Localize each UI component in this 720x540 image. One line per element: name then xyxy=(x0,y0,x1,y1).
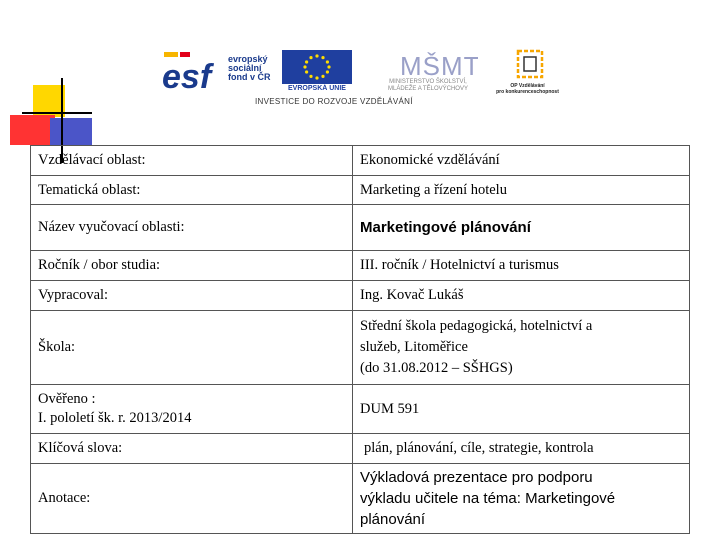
table-row xyxy=(31,281,690,311)
msmt-brand-text: MŠMT xyxy=(400,51,478,79)
logo-bar xyxy=(160,47,560,109)
value-cell: Ing. Kovač Lukáš xyxy=(353,281,690,311)
op-logo xyxy=(490,47,565,95)
op-logo-mark xyxy=(490,47,565,83)
table-row xyxy=(31,146,690,176)
decor-square-red xyxy=(10,115,55,145)
esf-logo-text: evropský sociální fond v ČR xyxy=(228,54,271,82)
esf-brand-text: esf xyxy=(162,58,212,92)
eu-caption: EVROPSKÁ UNIE xyxy=(288,85,346,92)
investment-slogan: INVESTICE DO ROZVOJE VZDĚLÁVÁNÍ xyxy=(255,97,413,106)
info-table xyxy=(30,145,690,534)
decor-square-blue xyxy=(50,118,92,146)
table-row xyxy=(31,205,690,251)
table-row xyxy=(31,251,690,281)
table-row xyxy=(31,434,690,464)
decor-horizontal-line xyxy=(22,112,92,114)
value-cell: Střední škola pedagogická, hotelnictví a služeb, Litoměřice (do 31.08.2012 – SŠHGS) xyxy=(353,311,690,385)
value-cell: Ekonomické vzdělávání xyxy=(353,146,690,176)
msmt-caption: MINISTERSTVO ŠKOLSTVÍ, MLÁDEŽE A TĚLOVÝCHOVY xyxy=(388,79,468,92)
label-cell: Klíčová slova: xyxy=(31,434,353,464)
label-cell: Název vyučovací oblasti: xyxy=(31,205,353,251)
value-cell: Marketing a řízení hotelu xyxy=(353,176,690,205)
label-cell: Tematická oblast: xyxy=(31,176,353,205)
label-cell: Vypracoval: xyxy=(31,281,353,311)
op-caption: OP Vzdělávání pro konkurenceschopnost xyxy=(496,83,559,95)
table-row xyxy=(31,176,690,205)
value-cell: plán, plánování, cíle, strategie, kontrola xyxy=(353,434,690,464)
table-row xyxy=(31,385,690,434)
value-cell: Výkladová prezentace pro podporu výkladu učitele na téma: Marketingové plánování xyxy=(353,464,690,534)
esf-logo xyxy=(160,50,275,92)
value-cell: III. ročník / Hotelnictví a turismus xyxy=(353,251,690,281)
eu-logo xyxy=(282,50,352,92)
esf-logo-mark xyxy=(160,50,220,92)
label-cell: Vzdělávací oblast: xyxy=(31,146,353,176)
msmt-logo xyxy=(378,47,478,95)
label-cell: Ročník / obor studia: xyxy=(31,251,353,281)
value-cell: DUM 591 xyxy=(353,385,690,434)
value-cell: Marketingové plánování xyxy=(353,205,690,251)
eu-flag-icon xyxy=(282,50,352,84)
label-cell: Ověřeno : I. pololetí šk. r. 2013/2014 xyxy=(31,385,353,434)
msmt-logo-mark xyxy=(378,47,478,79)
label-cell: Anotace: xyxy=(31,464,353,534)
label-cell: Škola: xyxy=(31,311,353,385)
table-row xyxy=(31,464,690,534)
table-row xyxy=(31,311,690,385)
